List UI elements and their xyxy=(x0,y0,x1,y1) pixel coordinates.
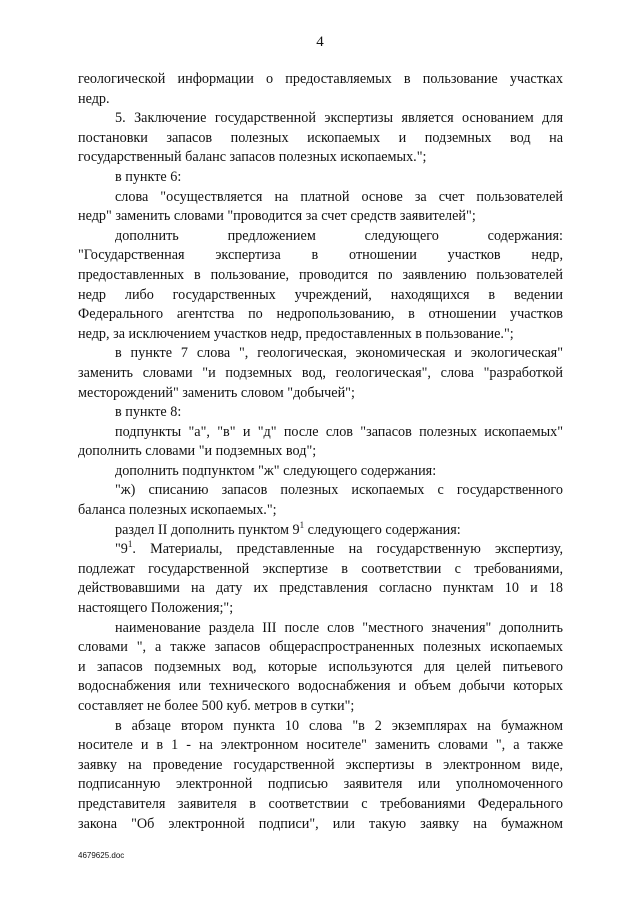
text-line: подпункты "а", "в" и "д" после слов "запасов полезных ископаемых" xyxy=(115,423,563,440)
text-line: закона "Об электронной подписи", или такую заявку на бумажном xyxy=(78,815,563,832)
text-line: предоставленных в пользование, проводится по заявлению пользователей xyxy=(78,266,563,283)
text-line: недр, за исключением участков недр, предоставленных в пользование."; xyxy=(78,325,514,342)
text-line: Федерального агентства по недропользованию, в отношении участков xyxy=(78,306,563,323)
text-line: водоснабжения или технического водоснабжения и объем добычи которых xyxy=(78,678,563,695)
text-line: раздел II дополнить пунктом $9^1$ следующего содержания: xyxy=(115,519,461,538)
text-line: 5. Заключение государственной экспертизы является основанием для xyxy=(115,110,563,127)
document-file-id: 4679625.doc xyxy=(78,851,125,860)
text-line: и запасов подземных вод, которые используются для целей питьевого xyxy=(78,658,563,675)
text-line: слова "осуществляется на платной основе за счет пользователей xyxy=(115,188,563,205)
text-line: настоящего Положения;"; xyxy=(78,600,234,617)
superscript: 1 xyxy=(299,519,305,530)
text-line: дополнить словами "и подземных вод"; xyxy=(78,443,317,460)
text-line: дополнить подпунктом "ж" следующего содержания: xyxy=(115,462,437,479)
text-line: "$9^1$. Материалы, представленные на государственную экспертизу, xyxy=(115,539,563,558)
text-line: составляет не более 500 куб. метров в сутки"; xyxy=(78,698,355,714)
text-line: "ж) списанию запасов полезных ископаемых с государственного xyxy=(115,482,563,499)
text-line: заменить словами "и подземных вод, геологическая", слова "разработкой xyxy=(78,364,563,381)
text-line: месторождений" заменить словом "добычей"; xyxy=(78,384,355,401)
text-line: геологической информации о предоставляемых в пользование участках xyxy=(78,71,563,87)
text-line: дополнить предложением следующего содержания: xyxy=(115,227,563,244)
text-line: недр либо государственных учреждений, находящихся в ведении xyxy=(78,286,563,303)
text-line: в пункте 6: xyxy=(115,168,182,185)
text-line: действовавшими на дату их представления согласно пунктам 10 и 18 xyxy=(78,580,563,597)
superscript: 1 xyxy=(127,539,133,550)
text-line: государственный баланс запасов полезных ископаемых."; xyxy=(78,149,427,166)
text-line: постановки запасов полезных ископаемых и подземных вод на xyxy=(78,129,563,146)
text-line: баланса полезных ископаемых."; xyxy=(78,502,277,519)
text-line: наименование раздела III после слов "местного значения" дополнить xyxy=(115,619,563,636)
page-number: 4 xyxy=(316,34,324,50)
text-line: в пункте 7 слова ", геологическая, экономическая и экологическая" xyxy=(115,345,563,362)
text-line: подлежат государственной экспертизе в соответствии с требованиями, xyxy=(78,560,563,577)
document-body xyxy=(78,70,563,834)
text-line: "Государственная экспертиза в отношении участков недр, xyxy=(78,247,563,264)
text-line: подписанную электронной подписью заявителя или уполномоченного xyxy=(78,776,563,793)
text-line: в абзаце втором пункта 10 слова "в 2 экземплярах на бумажном xyxy=(115,717,563,734)
text-line: недр" заменить словами "проводится за счет средств заявителей"; xyxy=(78,208,476,225)
text-line: представителя заявителя в соответствии с требованиями Федерального xyxy=(78,795,563,812)
text-line: в пункте 8: xyxy=(115,404,182,421)
text-line: недр. xyxy=(78,90,110,107)
text-line: заявку на проведение государственной экспертизы в электронном виде, xyxy=(78,756,563,773)
text-line: носителе и в 1 - на электронном носителе" заменить словами ", а также xyxy=(78,737,563,754)
text-line: словами ", а также запасов общераспространенных полезных ископаемых xyxy=(78,639,563,656)
